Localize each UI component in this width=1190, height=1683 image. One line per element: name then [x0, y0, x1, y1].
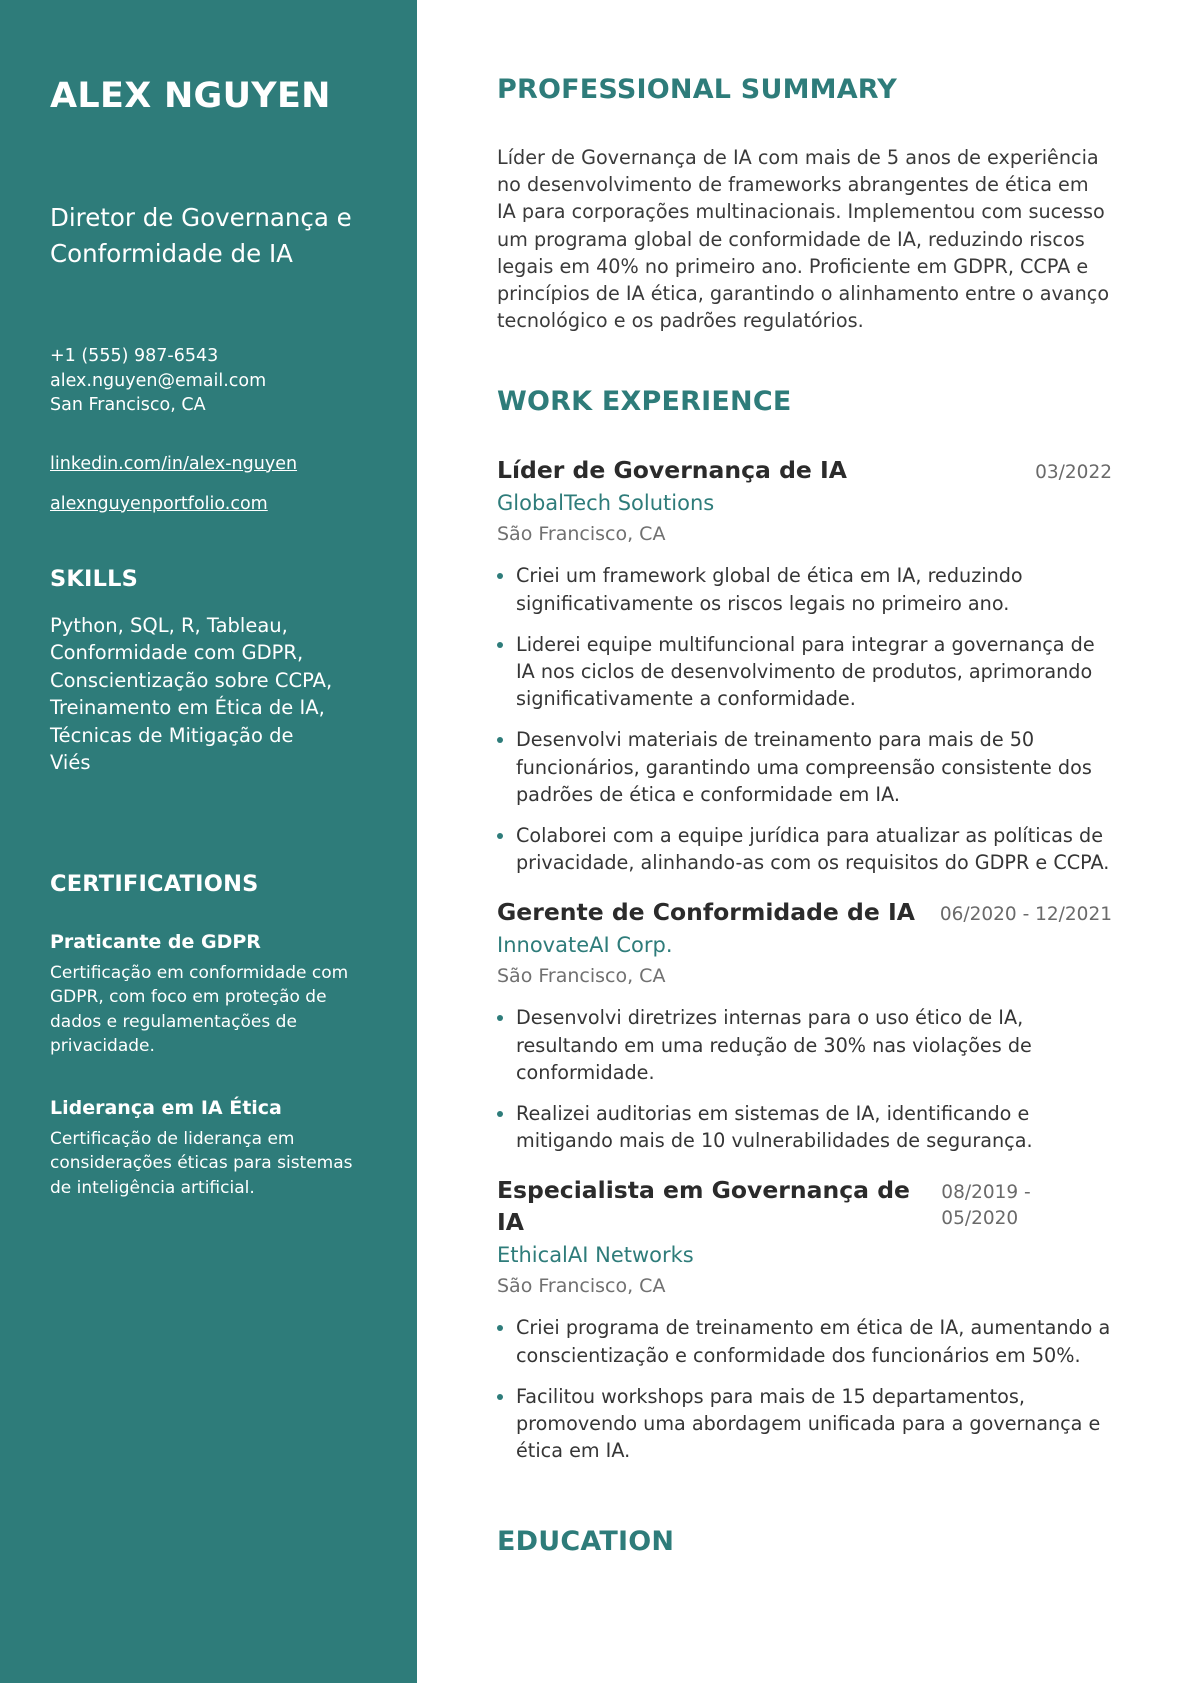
profile-links [50, 452, 377, 516]
job-company: InnovateAI Corp. [497, 933, 673, 958]
job-date: 08/2019 - 05/2020 [941, 1182, 1031, 1230]
job-location: São Francisco, CA [497, 965, 666, 988]
skills-list: Python, SQL, R, Tableau, Conformidade com GDPR, Conscientização sobre CCPA, Treinamento em Ética de IA, Técnicas de Mitigação de Viés [50, 613, 333, 774]
bullet-text: Desenvolvi diretrizes internas para o uso ético de IA, resultando em uma redução de 30% nas violações de conformidade. [516, 1006, 1032, 1084]
work-experience-heading: WORK EXPERIENCE [497, 386, 792, 418]
role-line-1: Diretor de Governança e [50, 203, 352, 232]
role-line-2: Conformidade de IA [50, 239, 293, 268]
job-location: São Francisco, CA [497, 523, 666, 546]
bullet-dot-icon [497, 573, 503, 579]
job-header [497, 454, 1112, 486]
bullet-dot-icon [497, 1325, 503, 1331]
job-bullet [497, 562, 1112, 616]
bullet-text: Desenvolvi materiais de treinamento para mais de 50 funcionários, garantindo uma compreensão consistente dos padrões de ética e conformidade em IA. [516, 728, 1092, 806]
bullet-text: Colaborei com a equipe jurídica para atualizar as políticas de privacidade, alinhando-as com os requisitos do GDPR e CCPA. [516, 824, 1110, 875]
job-bullets [497, 1004, 1112, 1154]
job-bullet [497, 726, 1112, 808]
job-title: Gerente de Conformidade de IA [497, 898, 915, 927]
certification-description: Certificação de liderança em considerações éticas para sistemas de inteligência artificial. [50, 1128, 353, 1198]
location: San Francisco, CA [50, 395, 206, 415]
certification-title: Praticante de GDPR [50, 930, 261, 953]
job-date: 03/2022 [1035, 462, 1112, 484]
bullet-dot-icon [497, 1394, 503, 1400]
certification-title: Liderança em IA Ética [50, 1096, 282, 1119]
job-bullet [497, 631, 1112, 713]
skills-heading: SKILLS [50, 565, 139, 592]
candidate-name: ALEX NGUYEN [50, 76, 331, 116]
summary-text: Líder de Governança de IA com mais de 5 anos de experiência no desenvolvimento de frameworks abrangentes de ética em IA para corporações multinacionais. Implementou com sucesso um programa global de conformidade de IA, reduzindo riscos legais em 40% no primeiro ano. Proficiente em GDPR, CCPA e princípios de IA ética, garantindo o alinhamento entre o avanço tecnológico e os padrões regulatórios. [497, 146, 1110, 333]
certification-description: Certificação em conformidade com GDPR, com foco em proteção de dados e regulamentações de privacidade. [50, 962, 349, 1056]
certification-item [50, 1095, 377, 1201]
job-entry [497, 1174, 1112, 1464]
job-title: Líder de Governança de IA [497, 456, 847, 485]
candidate-role [50, 200, 377, 272]
linkedin-link[interactable]: linkedin.com/in/alex-nguyen [50, 453, 298, 474]
education-heading: EDUCATION [497, 1526, 675, 1558]
job-entry [497, 454, 1112, 876]
certification-item [50, 929, 377, 1059]
phone: +1 (555) 987-6543 [50, 346, 219, 366]
job-bullets [497, 562, 1112, 876]
sidebar [0, 0, 417, 1683]
bullet-text: Criei um framework global de ética em IA, reduzindo significativamente os riscos legais no primeiro ano. [516, 564, 1023, 615]
job-header [497, 896, 1112, 928]
summary-heading: PROFESSIONAL SUMMARY [497, 74, 898, 105]
job-company: GlobalTech Solutions [497, 491, 715, 516]
bullet-dot-icon [497, 642, 503, 648]
certifications-heading: CERTIFICATIONS [50, 870, 259, 897]
contact-info [50, 344, 377, 418]
job-location: São Francisco, CA [497, 1275, 666, 1298]
bullet-dot-icon [497, 737, 503, 743]
job-date: 06/2020 - 12/2021 [939, 904, 1112, 926]
job-header [497, 1174, 1112, 1238]
job-bullet [497, 1100, 1112, 1154]
portfolio-link[interactable]: alexnguyenportfolio.com [50, 493, 268, 514]
job-bullet [497, 1314, 1112, 1368]
job-bullet [497, 822, 1112, 876]
bullet-text: Facilitou workshops para mais de 15 departamentos, promovendo uma abordagem unificada para a governança e ética em IA. [516, 1384, 1101, 1463]
job-entry [497, 896, 1112, 1154]
bullet-dot-icon [497, 833, 503, 839]
job-title: Especialista em Governança de IA [497, 1176, 910, 1237]
main-content [417, 0, 1190, 1683]
job-company: EthicalAI Networks [497, 1243, 694, 1268]
bullet-text: Criei programa de treinamento em ética de IA, aumentando a conscientização e conformidade dos funcionários em 50%. [516, 1316, 1111, 1367]
bullet-dot-icon [497, 1015, 503, 1021]
bullet-dot-icon [497, 1111, 503, 1117]
job-bullet [497, 1004, 1112, 1086]
job-bullets [497, 1314, 1112, 1464]
bullet-text: Realizei auditorias em sistemas de IA, identificando e mitigando mais de 10 vulnerabilidades de segurança. [516, 1102, 1033, 1153]
job-bullet [497, 1383, 1112, 1465]
email: alex.nguyen@email.com [50, 370, 267, 391]
bullet-text: Liderei equipe multifuncional para integrar a governança de IA nos ciclos de desenvolvimento de produtos, aprimorando significativamente a conformidade. [516, 632, 1095, 711]
